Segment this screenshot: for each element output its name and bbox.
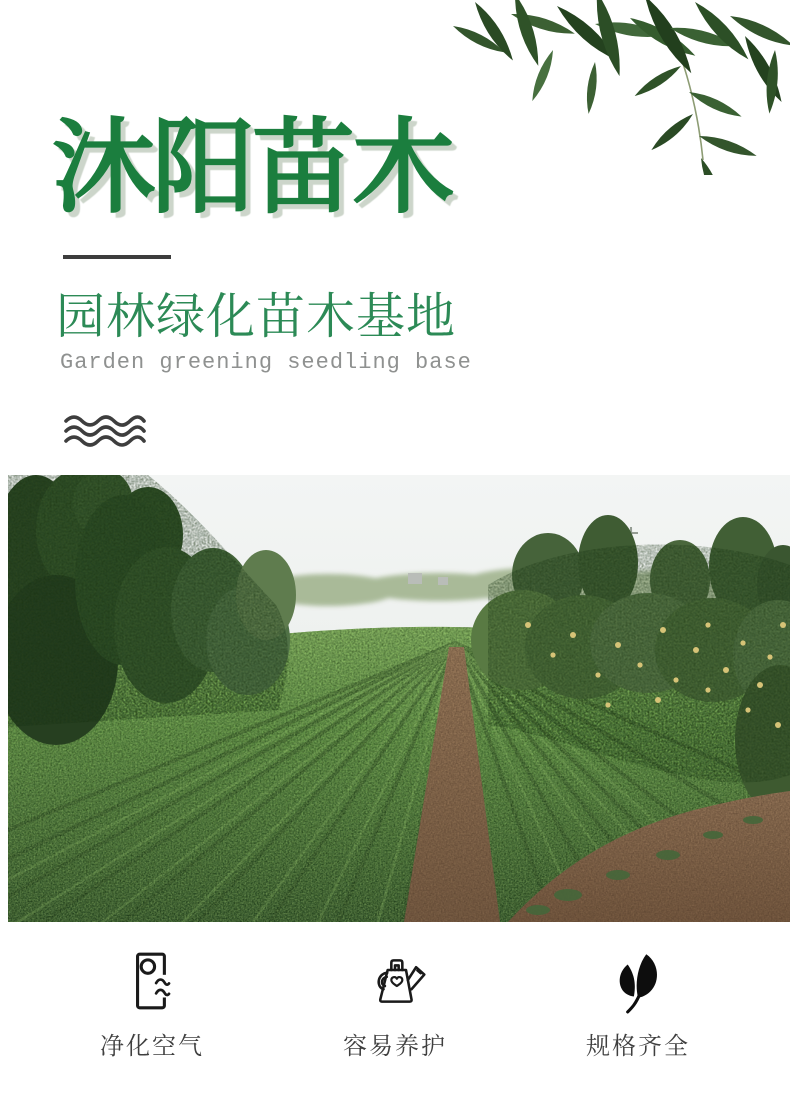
brand-title: 沐阳苗木 — [52, 110, 452, 225]
seedling-field-photo — [8, 475, 790, 922]
subtitle-en: Garden greening seedling base — [60, 350, 472, 375]
feature-full-specs — [538, 948, 738, 1061]
feature-air-purify — [52, 948, 252, 1061]
watering-can-icon — [362, 948, 428, 1014]
features-row — [0, 948, 790, 1061]
air-purifier-icon — [119, 948, 185, 1014]
feature-label-air-purify: 净化空气 — [100, 1034, 204, 1060]
subtitle-cn: 园林绿化苗木基地 — [56, 289, 457, 344]
leaf-icon — [605, 948, 671, 1014]
feature-label-full-specs: 规格齐全 — [586, 1034, 690, 1060]
waves-icon — [64, 414, 148, 448]
title-divider — [63, 255, 171, 259]
feature-label-easy-care: 容易养护 — [343, 1034, 447, 1060]
olive-branch-icon — [445, 0, 790, 175]
feature-easy-care — [295, 948, 495, 1061]
